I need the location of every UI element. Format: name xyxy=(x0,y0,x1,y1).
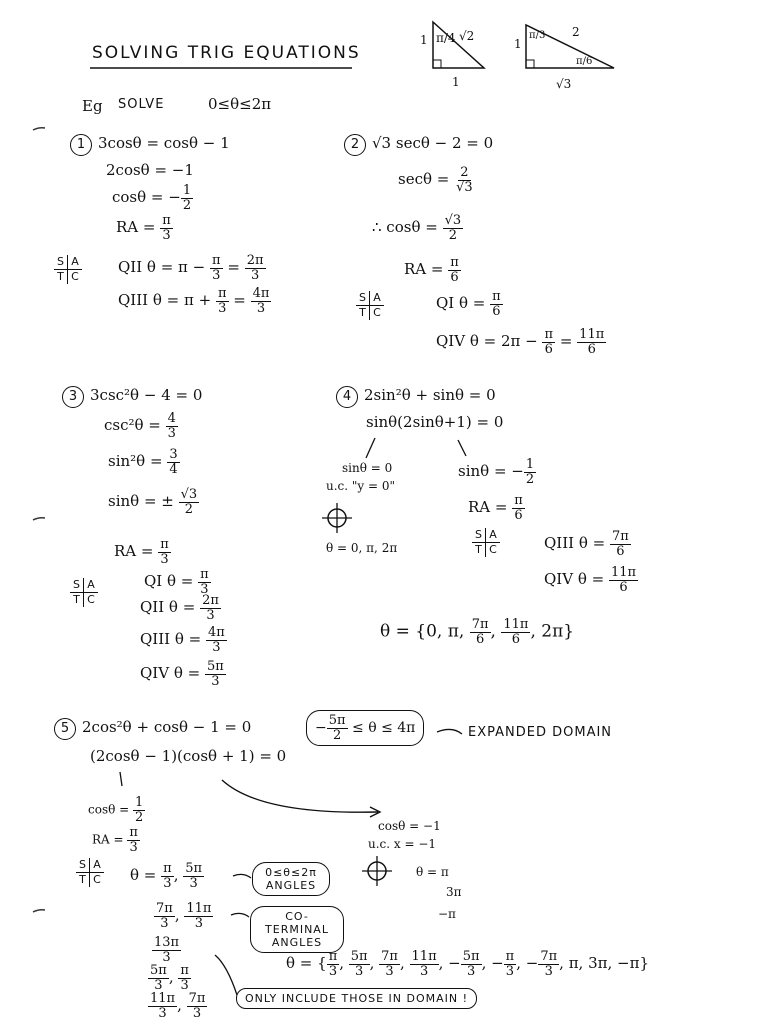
p2-ra: RA = $\frac{\pi}{6}$ xyxy=(404,255,459,285)
p5-l1: cosθ = $\frac{1}{2}$ xyxy=(88,795,144,825)
tri1-side-left: 1 xyxy=(420,33,428,47)
cast-diagram-4: S A T C xyxy=(472,528,500,557)
cast-diagram-5: S A T C xyxy=(76,858,104,887)
p5-ra: RA = $\frac{\pi}{3}$ xyxy=(92,825,138,855)
arrow-right xyxy=(458,440,466,456)
p5-right4: 3π xyxy=(446,885,462,899)
problem-5-equation: 5 2cos²θ + cosθ − 1 = 0 xyxy=(54,718,251,740)
expanded-domain-box: − $\frac{5\pi}{2}$ ≤ θ ≤ 4π xyxy=(306,710,424,746)
p5-angles-row2: $\frac{7\pi}{3}$ , $\frac{11\pi}{3}$ xyxy=(156,901,212,931)
p3-line4: sinθ = ± $\frac{√3}{2}$ xyxy=(108,487,198,517)
problem-2-equation: 2 √3 secθ − 2 = 0 xyxy=(344,134,493,156)
p3-q3: QIII θ = $\frac{4\pi}{3}$ xyxy=(140,625,225,655)
p2-line3: ∴ cosθ = $\frac{√3}{2}$ xyxy=(372,213,462,243)
p4-ra: RA = $\frac{\pi}{6}$ xyxy=(468,493,523,523)
tri2-base: √3 xyxy=(556,77,572,91)
p2-line2: secθ = $\frac{2}{√3}$ xyxy=(398,165,473,195)
tri1-angle: π/4 xyxy=(436,31,456,45)
p3-q1: QI θ = $\frac{\pi}{3}$ xyxy=(144,567,209,597)
tri2-side-left: 1 xyxy=(514,37,522,51)
p5-right2: u.c. x = −1 xyxy=(368,837,437,851)
p5-right5: −π xyxy=(438,907,456,921)
arrow-down xyxy=(120,772,122,786)
cast-diagram-1: S A T C xyxy=(54,255,82,284)
p5-right1: cosθ = −1 xyxy=(378,819,441,833)
p1-line3: cosθ = − $\frac{1}{2}$ xyxy=(112,183,192,213)
margin-tick xyxy=(33,518,45,520)
p4-line2: sinθ(2sinθ+1) = 0 xyxy=(366,413,504,431)
p5-angles-row3: $\frac{13\pi}{3}$ xyxy=(154,935,180,965)
expanded-domain-label: EXPANDED DOMAIN xyxy=(468,725,613,740)
page-title: SOLVING TRIG EQUATIONS xyxy=(92,43,361,63)
p4-left3: θ = 0, π, 2π xyxy=(326,541,398,555)
problem-1-equation: 1 3cosθ = cosθ − 1 xyxy=(70,134,230,156)
p4-right1: sinθ = − $\frac{1}{2}$ xyxy=(458,457,535,487)
tri1-base: 1 xyxy=(452,75,460,89)
domain-note: ONLY INCLUDE THOSE IN DOMAIN ! xyxy=(236,988,477,1009)
p1-line2: 2cosθ = −1 xyxy=(106,161,194,179)
tri2-angle-right: π/6 xyxy=(576,56,593,67)
arrow-left xyxy=(366,438,375,458)
cast-diagram-3: S A T C xyxy=(70,578,98,607)
p1-q2: QII θ = π − $\frac{\pi}{3}$ = $\frac{2\pi}{3}$ xyxy=(118,253,264,283)
p4-q4: QIV θ = $\frac{11\pi}{6}$ xyxy=(544,565,637,595)
p3-line3: sin²θ = $\frac{3}{4}$ xyxy=(108,447,178,477)
p4-left1: sinθ = 0 xyxy=(342,461,393,475)
tri2-hyp: 2 xyxy=(572,25,580,39)
p5-final-answer: θ = { $\frac{\pi}{3}$ , $\frac{5\pi}{3}$ , $\frac{7\pi}{3}$ , $\frac{11\pi}{3}$ , − $\frac{5\pi}{3}$ , − $\frac{\pi}{3}$ , − $\frac{7\pi}{3}$ , π, 3π, −π} xyxy=(286,949,650,979)
p5-factored: (2cosθ − 1)(cosθ + 1) = 0 xyxy=(90,747,287,765)
tri1-hyp: √2 xyxy=(459,29,475,43)
p3-q2: QII θ = $\frac{2\pi}{3}$ xyxy=(140,593,219,623)
solve-label: SOLVE xyxy=(118,97,165,112)
p4-answer: θ = {0, π, $\frac{7\pi}{6}$ , $\frac{11\pi}{6}$ , 2π} xyxy=(380,617,575,647)
p5-angles-row4: $\frac{5\pi}{3}$ , $\frac{\pi}{3}$ xyxy=(150,963,189,993)
p5-right3: θ = π xyxy=(416,865,449,879)
margin-tick xyxy=(33,910,45,912)
cast-diagram-2: S A T C xyxy=(356,291,384,320)
right-angle-mark-2 xyxy=(526,60,534,68)
eg-label: Eg xyxy=(82,97,103,115)
problem-3-equation: 3 3csc²θ − 4 = 0 xyxy=(62,386,202,408)
curved-arrow xyxy=(222,780,378,812)
p3-line2: csc²θ = $\frac{4}{3}$ xyxy=(104,411,176,441)
tri2-angle-top: π/3 xyxy=(529,30,546,41)
p2-q4: QIV θ = 2π − $\frac{\pi}{6}$ = $\frac{11\pi}{6}$ xyxy=(436,327,605,357)
p1-ra: RA = $\frac{\pi}{3}$ xyxy=(116,213,171,243)
coterminal-box: CO-TERMINAL ANGLES xyxy=(250,906,344,953)
margin-tick xyxy=(33,128,45,130)
p3-ra: RA = $\frac{\pi}{3}$ xyxy=(114,537,169,567)
p5-angles-row5: $\frac{11\pi}{3}$ , $\frac{7\pi}{3}$ xyxy=(150,991,206,1021)
p5-angles-row1: θ = $\frac{\pi}{3}$ , $\frac{5\pi}{3}$ xyxy=(130,861,203,891)
arrow-to-domain xyxy=(437,729,462,734)
domain: 0≤θ≤2π xyxy=(208,95,272,113)
p1-q3: QIII θ = π + $\frac{\pi}{3}$ = $\frac{4\pi}{3}$ xyxy=(118,286,270,316)
angles-box: 0≤θ≤2π ANGLES xyxy=(252,862,330,896)
p2-q1: QI θ = $\frac{\pi}{6}$ xyxy=(436,289,501,319)
p3-q4: QIV θ = $\frac{5\pi}{3}$ xyxy=(140,659,224,689)
p4-q3: QIII θ = $\frac{7\pi}{6}$ xyxy=(544,529,629,559)
p4-left2: u.c. "y = 0" xyxy=(326,479,396,493)
problem-4-equation: 4 2sin²θ + sinθ = 0 xyxy=(336,386,496,408)
right-angle-mark-1 xyxy=(433,60,441,68)
